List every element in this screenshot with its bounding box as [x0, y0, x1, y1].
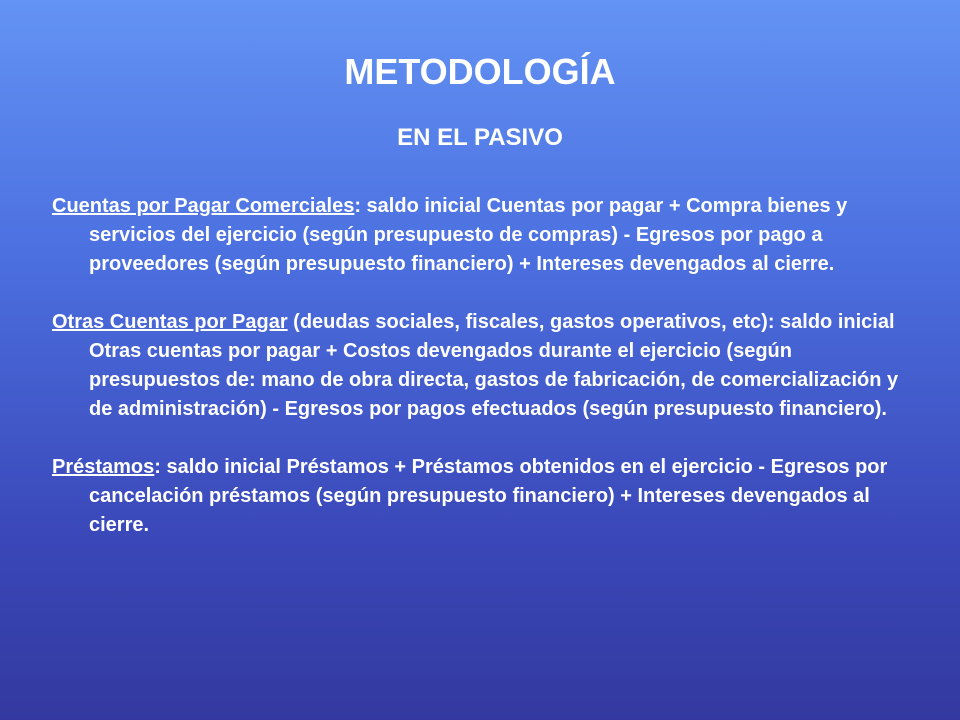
paragraph-text: (deudas sociales, fiscales, gastos operativos, etc): saldo inicial Otras cuentas por pagar + Costos devengados durante el ejercicio (según presupuestos de: mano de obra directa, gastos de fabricación, de comercialización y de administración) - Egresos por pagos efectuados (según presupuesto financiero). — [89, 311, 899, 420]
paragraph-otras-cuentas-por-pagar — [52, 308, 912, 424]
paragraph-text: : saldo inicial Préstamos + Préstamos obtenidos en el ejercicio - Egresos por cancelación préstamos (según presupuesto financiero) + Intereses devengados al cierre. — [89, 456, 888, 536]
term-prestamos: Préstamos — [52, 456, 155, 478]
paragraph-prestamos — [52, 453, 912, 540]
paragraph-text: : saldo inicial Cuentas por pagar + Compra bienes y servicios del ejercicio (según presupuesto de compras) - Egresos por pago a proveedores (según presupuesto financiero) + Intereses devengados al cierre. — [89, 195, 848, 275]
term-otras-cuentas-por-pagar: Otras Cuentas por Pagar — [52, 311, 288, 333]
slide-title: METODOLOGÍA — [344, 51, 616, 92]
slide-body — [52, 192, 912, 569]
paragraph-cuentas-por-pagar-comerciales — [52, 192, 912, 279]
slide-subtitle: EN EL PASIVO — [397, 124, 563, 151]
term-cuentas-por-pagar-comerciales: Cuentas por Pagar Comerciales — [52, 195, 355, 217]
